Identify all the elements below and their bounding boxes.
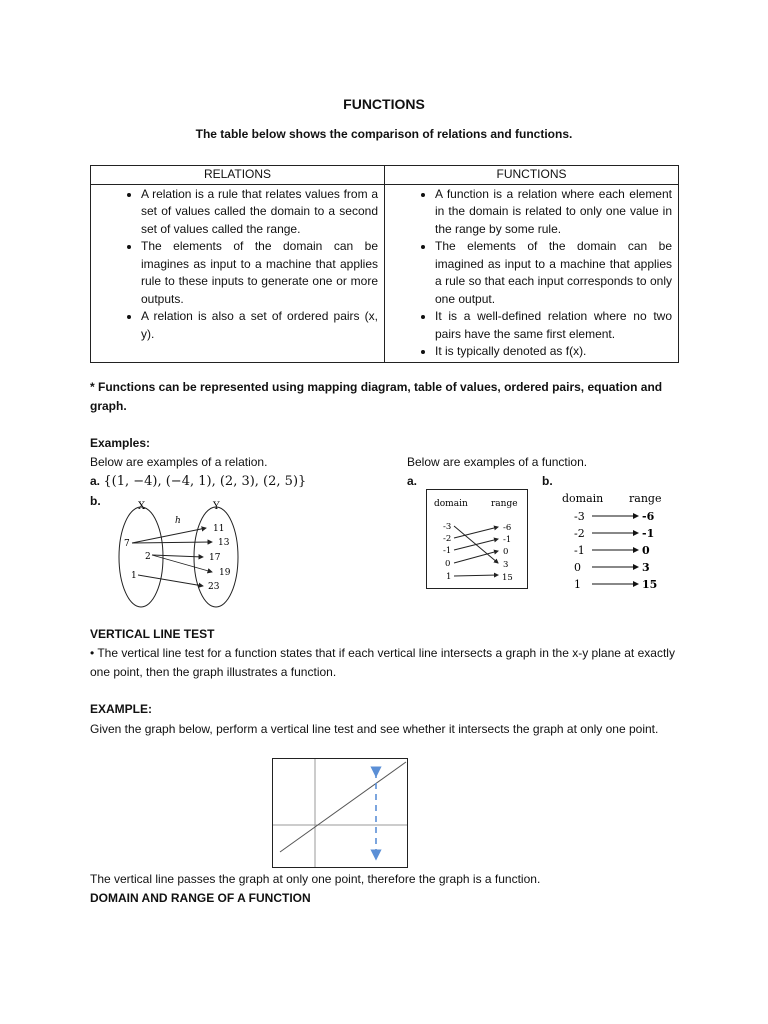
- domain-element: 1: [131, 571, 137, 581]
- relation-intro: Below are examples of a relation.: [90, 455, 268, 469]
- set-y-label: Y: [213, 501, 220, 512]
- domain-header: domain: [562, 492, 604, 505]
- function-point: • It is a well-defined relation where no two pairs have the same first element.: [435, 308, 672, 343]
- function-label-a: a.: [407, 474, 418, 488]
- domain-value: -1: [574, 544, 585, 557]
- example-text: Given the graph below, perform a vertical line test and see whether it intersects the graph at only one point.: [90, 722, 659, 736]
- set-x-label: X: [138, 501, 146, 512]
- range-value: 15: [502, 573, 513, 583]
- vertical-line-test-heading: VERTICAL LINE TEST: [90, 627, 215, 641]
- domain-value: -2: [443, 534, 452, 544]
- domain-header: domain: [434, 499, 468, 509]
- range-value: -1: [503, 535, 512, 545]
- mapping-arrows: [132, 528, 212, 586]
- function-label-b: b.: [542, 474, 553, 488]
- function-mapping-b: [558, 490, 668, 590]
- relation-label-b: b.: [90, 494, 101, 508]
- page-subtitle: The table below shows the comparison of relations and functions.: [195, 127, 573, 141]
- domain-value: 0: [445, 559, 451, 569]
- domain-range-heading: DOMAIN AND RANGE OF A FUNCTION: [90, 891, 311, 905]
- range-header: range: [491, 499, 518, 509]
- function-intro: Below are examples of a function.: [407, 455, 588, 469]
- domain-element: 2: [145, 552, 151, 562]
- function-mapping-a: [426, 489, 528, 589]
- examples-heading: Examples:: [90, 436, 151, 450]
- range-element: 13: [218, 538, 230, 548]
- domain-oval: [119, 507, 163, 607]
- domain-value: -1: [443, 546, 452, 556]
- function-point: • The elements of the domain can be imagined as input to a machine that applies a rule so that each input corresponds to only one output.: [435, 238, 672, 308]
- page-title: FUNCTIONS: [343, 96, 425, 112]
- header-functions: FUNCTIONS: [385, 166, 679, 185]
- domain-value: -3: [574, 510, 585, 523]
- range-header: range: [629, 492, 662, 505]
- range-value: 0: [642, 544, 650, 557]
- domain-value: 0: [574, 561, 581, 574]
- mapping-arrows: [454, 526, 498, 576]
- range-value: -6: [642, 510, 655, 523]
- range-value: 15: [642, 578, 658, 590]
- vertical-line-test-graph: [272, 758, 408, 868]
- range-element: 19: [219, 568, 231, 578]
- relations-cell: [91, 184, 385, 362]
- header-relations: RELATIONS: [91, 166, 385, 185]
- mapping-pairs: [574, 510, 657, 590]
- range-value: 3: [503, 560, 509, 570]
- range-value: 3: [642, 561, 650, 574]
- relation-point: • A relation is a rule that relates values from a set of values called the domain to a second set of values called the range.: [141, 186, 378, 239]
- function-point: • A function is a relation where each element in the domain is related to only one value in the range by some rule.: [435, 186, 672, 239]
- range-element: 17: [209, 553, 221, 563]
- relation-point: • A relation is also a set of ordered pairs (x, y).: [141, 308, 378, 343]
- range-value: -6: [503, 523, 512, 533]
- functions-cell: [385, 184, 679, 362]
- relation-ordered-pairs: {(1, −4), (−4, 1), (2, 3), (2, 5)}: [103, 474, 307, 489]
- example-heading: EXAMPLE:: [90, 702, 153, 716]
- domain-value: -2: [574, 527, 585, 540]
- relation-mapping-diagram: [112, 498, 252, 610]
- comparison-table: [90, 165, 679, 363]
- rule-label: h: [175, 516, 181, 526]
- domain-element: 7: [124, 539, 130, 549]
- domain-value: 1: [446, 572, 452, 582]
- range-element: 23: [208, 582, 220, 592]
- conclusion-text: The vertical line passes the graph at only one point, therefore the graph is a function.: [90, 872, 541, 886]
- relation-label-a: a.: [90, 474, 101, 488]
- domain-value: 1: [574, 578, 581, 590]
- range-value: -1: [642, 527, 655, 540]
- vertical-line-test-description: • The vertical line test for a function states that if each vertical line intersects a graph in the x-y plane at exactly one point, then the graph illustrates a function.: [90, 646, 675, 679]
- range-value: 0: [503, 547, 509, 557]
- range-element: 11: [213, 524, 225, 534]
- function-point: • It is typically denoted as f(x).: [435, 343, 672, 361]
- relation-point: • The elements of the domain can be imagines as input to a machine that applies rule to these inputs to generate one or more outputs.: [141, 238, 378, 308]
- domain-value: -3: [443, 522, 452, 532]
- representations-note: * Functions can be represented using mapping diagram, table of values, ordered pairs, equation and graph.: [90, 380, 663, 413]
